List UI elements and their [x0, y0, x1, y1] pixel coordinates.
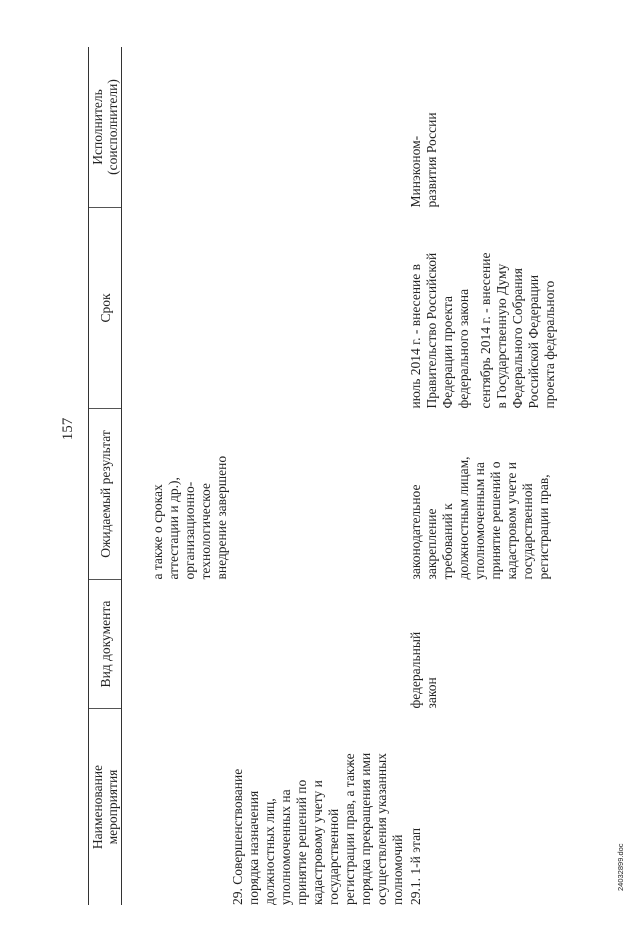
header-executor: Исполнитель (соисполнители)	[89, 47, 122, 208]
cell-name	[122, 709, 231, 906]
header-deadline: Срок	[89, 208, 122, 409]
activity-plan-table	[88, 47, 558, 905]
cell-executor: Минэконом- развития России	[408, 112, 439, 208]
cell-executor	[230, 47, 406, 208]
cell-doc-type	[122, 580, 231, 709]
cell-executor	[122, 47, 231, 208]
header-name: Наименование мероприятия	[89, 709, 122, 906]
cell-deadline	[122, 208, 231, 409]
header-doc-type: Вид документа	[89, 580, 122, 709]
page-number: 157	[60, 417, 76, 441]
cell-result: а также о сроках аттестации и др.), организационно- технологическое внедрение завершено	[150, 455, 229, 580]
table-row	[230, 47, 406, 905]
header-result: Ожидаемый результат	[89, 409, 122, 580]
cell-doc-type	[230, 580, 406, 709]
cell-doc-type: федеральный закон	[408, 631, 439, 709]
deadline-stage-1: июль 2014 г. - внесение в Правительство Российской Федерации проекта федерального закона	[408, 252, 471, 409]
cell-name: 29.1. 1-й этап	[408, 827, 423, 905]
cell-deadline	[406, 208, 558, 409]
deadline-stage-2: сентябрь 2014 г. - внесение в Государственную Думу Федерального Собрания Российской Федерации проекта федерального	[478, 252, 557, 409]
table-row	[406, 47, 558, 905]
cell-name: 29. Совершенствование порядка назначения должностных лиц, уполномоченных на принятие решений по кадастровому учету и государственной регистрации прав, а также порядка прекращения ими осуществления указанных полномочий	[230, 752, 405, 905]
table-row	[122, 47, 231, 905]
cell-result	[230, 409, 406, 580]
cell-result: законодательное закрепление требований к должностным лицам, уполномоченным на принятие решений о кадастровом учете и государственной регистрации прав,	[408, 456, 551, 580]
document-code: 24032899.doc	[616, 843, 625, 891]
table-header-row	[89, 47, 122, 905]
cell-deadline	[230, 208, 406, 409]
